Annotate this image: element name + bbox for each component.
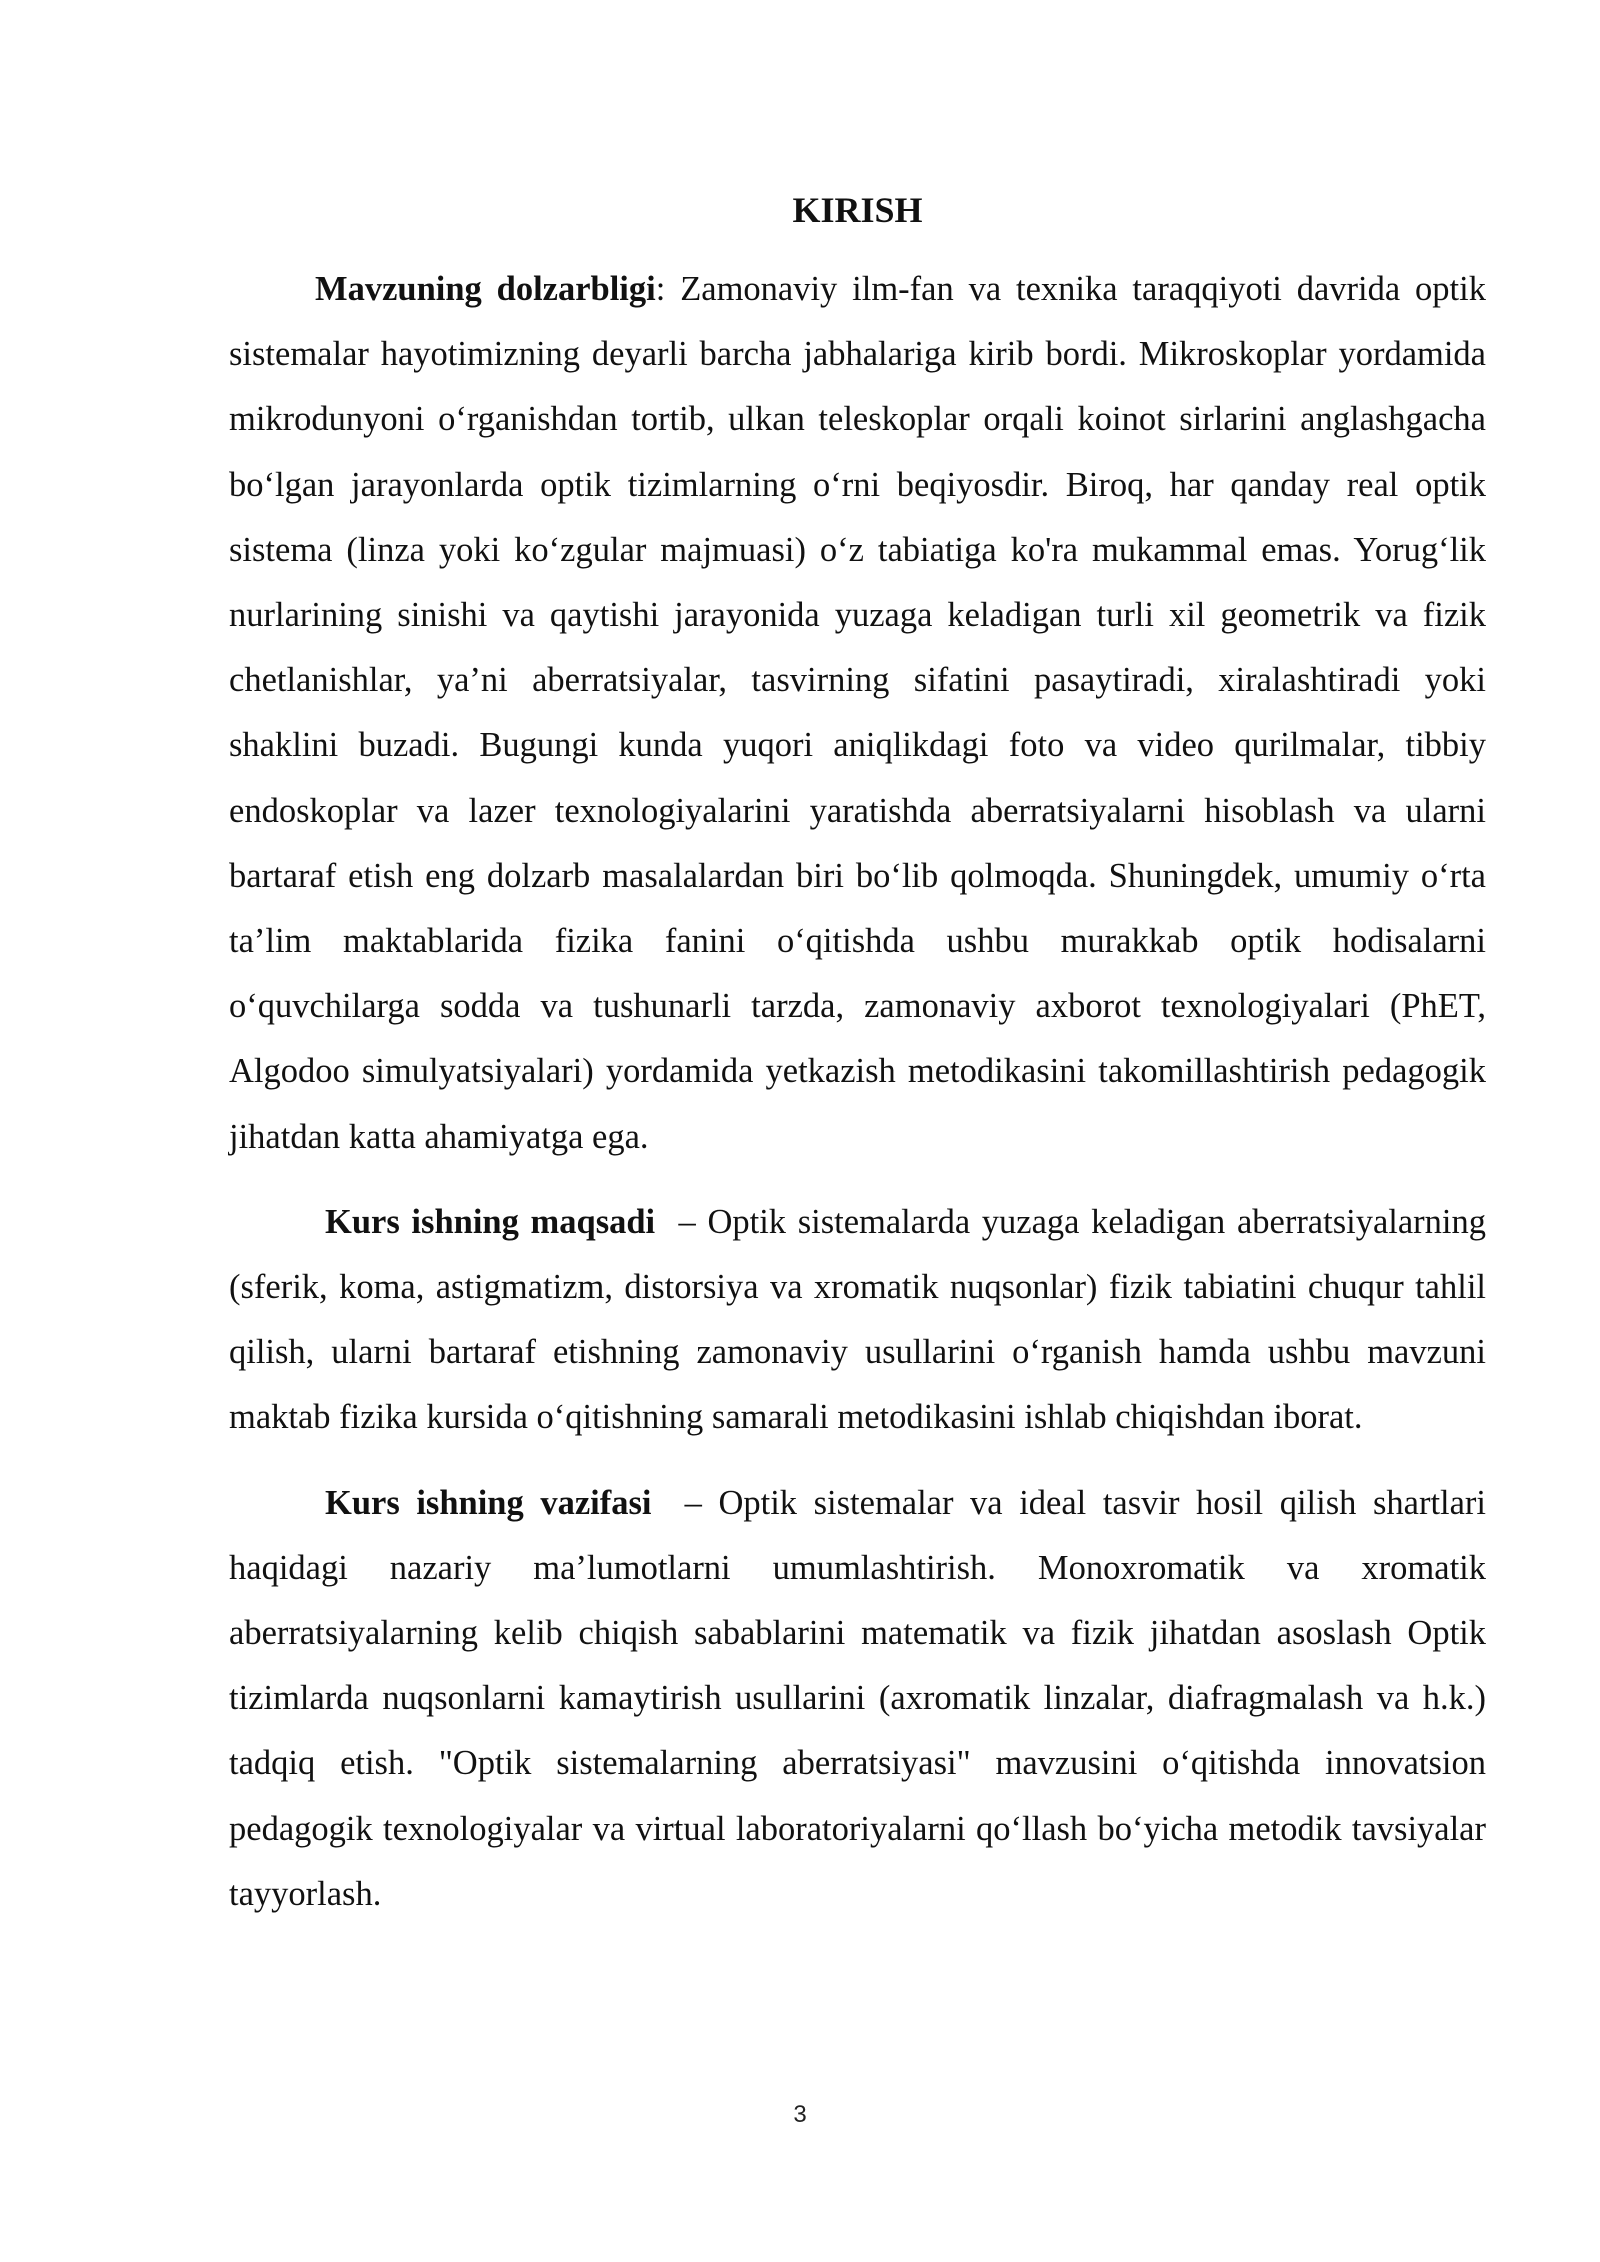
paragraph-tasks	[229, 1471, 1486, 1927]
paragraph-lead: Kurs ishning maqsadi	[325, 1202, 656, 1241]
paragraph-text: Optik sistemalarda yuzaga keladigan aberratsiyalarning (sferik, koma, astigmatizm, distorsiya va xromatik nuqsonlar) fizik tabiatini chuqur tahlil qilish, ularni bartaraf etishning zamonaviy usullarini o‘rganish hamda ushbu mavzuni maktab fizika kursida o‘qitishning samarali metodikasini ishlab chiqishdan iborat.	[229, 1202, 1487, 1437]
paragraph-separator: –	[655, 1202, 708, 1241]
paragraph-separator: :	[655, 270, 681, 308]
paragraph-text: Optik sistemalar va ideal tasvir hosil qilish shartlari haqidagi nazariy ma’lumotlarni umumlashtirish. Monoxromatik va xromatik aberratsiyalarning kelib chiqish sabablarini matematik va fizik jihatdan asoslash Optik tizimlarda nuqsonlarni kamaytirish usullarini (axromatik linzalar, diafragmalash va h.k.) tadqiq etish. "Optik sistemalarning aberratsiyasi" mavzusini o‘qitishda innovatsion pedagogik texnologiyalar va virtual laboratoriyalarni qo‘llash bo‘yicha metodik tavsiyalar tayyorlash.	[229, 1483, 1486, 1913]
paragraph-text: Zamonaviy ilm-fan va texnika taraqqiyoti davrida optik sistemalar hayotimizning deyarli barcha jabhalariga kirib bordi. Mikroskoplar yordamida mikrodunyoni o‘rganishdan tortib, ulkan teleskoplar orqali koinot sirlarini anglashgacha bo‘lgan jarayonlarda optik tizimlarning o‘rni beqiyosdir. Biroq, har qanday real optik sistema (linza yoki ko‘zgular majmuasi) o‘z tabiatiga ko'ra mukammal emas. Yorug‘lik nurlarining sinishi va qaytishi jarayonida yuzaga keladigan turli xil geometrik va fizik chetlanishlar, ya’ni aberratsiyalar, tasvirning sifatini pasaytiradi, xiralashtiradi yoki shaklini buzadi. Bugungi kunda yuqori aniqlikdagi foto va video qurilmalar, tibbiy endoskoplar va lazer texnologiyalarini yaratishda aberratsiyalarni hisoblash va ularni bartaraf etish eng dolzarb masalalardan biri bo‘lib qolmoqda. Shuningdek, umumiy o‘rta ta’lim maktablarida fizika fanini o‘qitishda ushbu murakkab optik hodisalarni o‘quvchilarga sodda va tushunarli tarzda, zamonaviy axborot texnologiyalari (PhET, Algodoo simulyatsiyalari) yordamida yetkazish metodikasini takomillashtirish pedagogik jihatdan katta ahamiyatga ega.	[229, 270, 1486, 1156]
paragraph-lead: Kurs ishning vazifasi	[325, 1483, 652, 1522]
paragraph-lead: Mavzuning dolzarbligi	[315, 270, 656, 308]
page-content	[229, 185, 1486, 1947]
paragraph-goal	[229, 1190, 1486, 1451]
paragraph-separator: –	[651, 1483, 719, 1522]
page-number: 3	[793, 2101, 807, 2128]
section-title: KIRISH	[792, 190, 923, 230]
paragraph-relevance	[229, 257, 1486, 1170]
